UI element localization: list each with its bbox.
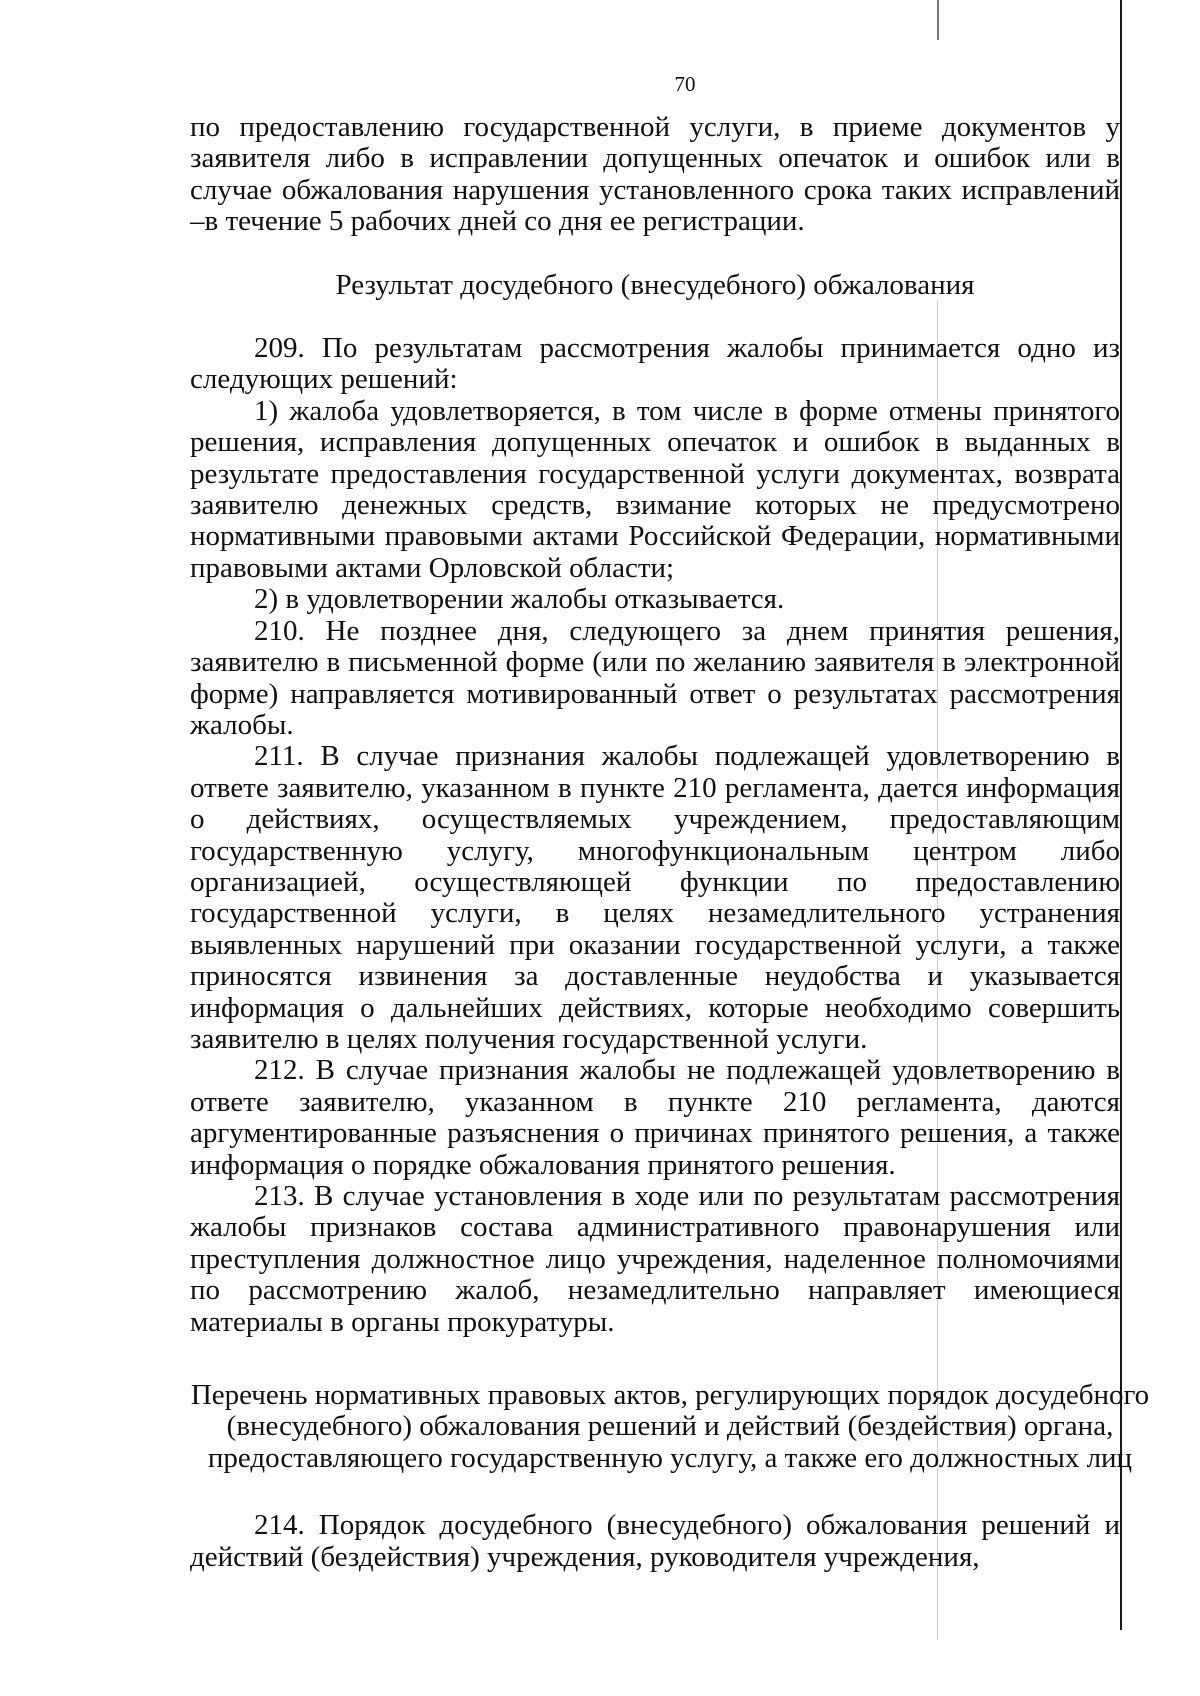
scan-artifact-line-top	[937, 0, 939, 40]
paragraph-209-item-1: 1) жалоба удовлетворяется, в том числе в форме отмены принятого решения, исправления допущенных опечаток и ошибок в выданных в результате предоставления государственной услуги документах, возврата заявителю денежных средств, взимание которых не предусмотрено нормативными правовыми актами Российской Федерации, нормативными правовыми актами Орловской области;	[190, 394, 1120, 584]
paragraph-209-item-2: 2) в удовлетворении жалобы отказывается.	[254, 583, 785, 616]
paragraph-211: 211. В случае признания жалобы подлежащей удовлетворению в ответе заявителю, указанном в пункте 210 регламента, дается информация о действиях, осуществляемых учреждением, предоставляющим государственную услугу, многофункциональным центром либо организацией, осуществляющей функции по предоставлению государственной услуги, в целях незамедлительного устранения выявленных нарушений при оказании государственной услуги, а также приносятся извинения за доставленные неудобства и указывается информация о дальнейших действиях, которые необходимо совершить заявителю в целях получения государственной услуги.	[190, 740, 1120, 1055]
paragraph-212: 212. В случае признания жалобы не подлежащей удовлетворению в ответе заявителю, указанном в пункте 210 регламента, даются аргументированные разъяснения о причинах принятого решения, а также информация о порядке обжалования принятого решения.	[190, 1054, 1120, 1181]
paragraph-continuation: по предоставлению государственной услуги, в приеме документов у заявителя либо в исправлении допущенных опечаток и ошибок или в случае обжалования нарушения установленного срока таких исправлений –в течение 5 рабочих дней со дня ее регистрации.	[190, 111, 1120, 238]
paragraph-209: 209. По результатам рассмотрения жалобы принимается одно из следующих решений:	[190, 332, 1120, 396]
paragraph-213: 213. В случае установления в ходе или по результатам рассмотрения жалобы признаков состава административного правонарушения или преступления должностное лицо учреждения, наделенное полномочиями по рассмотрению жалоб, незамедлительно направляет имеющиеся материалы в органы прокуратуры.	[190, 1180, 1120, 1338]
page-number: 70	[674, 72, 696, 96]
section-heading-regulations: Перечень нормативных правовых актов, регулирующих порядок досудебного (внесудебного) обжалования решений и действий (бездействия) органа, предоставляющего государственную услугу, а также его должностных лиц	[190, 1379, 1150, 1474]
section-heading-result: Результат досудебного (внесудебного) обжалования	[335, 268, 975, 301]
paragraph-210: 210. Не позднее дня, следующего за днем принятия решения, заявителю в письменной форме (или по желанию заявителя в электронной форме) направляется мотивированный ответ о результатах рассмотрения жалобы.	[190, 614, 1120, 741]
paragraph-214: 214. Порядок досудебного (внесудебного) обжалования решений и действий (бездействия) учреждения, руководителя учреждения,	[190, 1509, 1120, 1573]
document-body	[190, 111, 1150, 1573]
